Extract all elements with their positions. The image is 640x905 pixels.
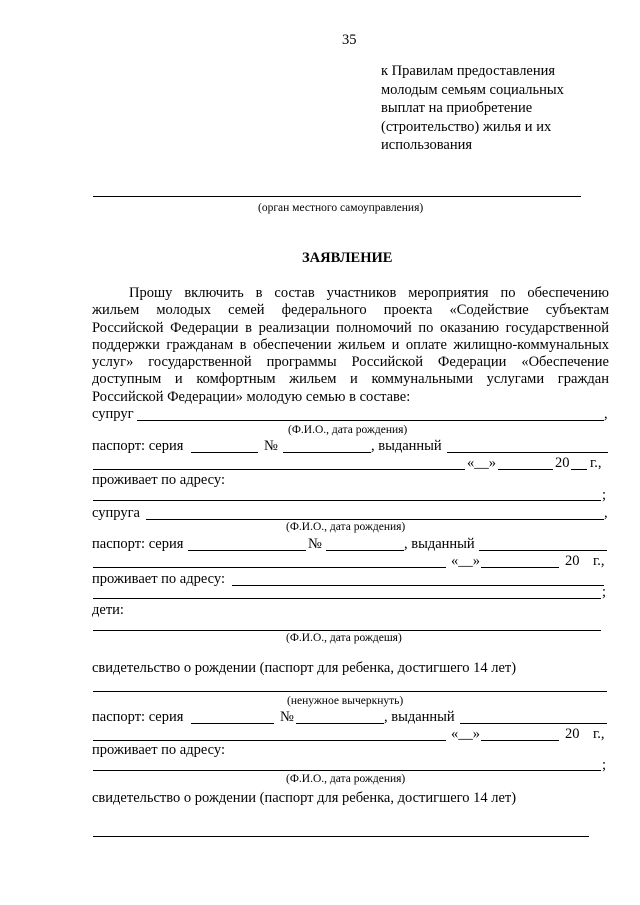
date-month-field[interactable] xyxy=(498,469,553,470)
authority-field[interactable] xyxy=(93,196,581,197)
reference-line: выплат на приобретение xyxy=(381,100,533,116)
issued-by-field[interactable] xyxy=(460,723,607,724)
child-fio-field[interactable] xyxy=(93,630,601,631)
wife-comma: , xyxy=(604,505,608,521)
husband-comma: , xyxy=(604,406,608,422)
issued-by-field[interactable] xyxy=(479,550,607,551)
number-sign: № xyxy=(308,536,322,552)
year-suffix: г., xyxy=(590,455,602,471)
address-label: проживает по адресу: xyxy=(92,571,225,587)
passport-series-field[interactable] xyxy=(191,723,274,724)
passport-series-label: паспорт: серия xyxy=(92,536,184,552)
issued-by-field-2[interactable] xyxy=(93,740,446,741)
children-label: дети: xyxy=(92,602,124,618)
birth-certificate-label: свидетельство о рождении (паспорт для ребенка, достигшего 14 лет) xyxy=(92,790,517,806)
fio-caption: (Ф.И.О., дата рождения) xyxy=(286,773,406,785)
year-suffix: г., xyxy=(593,553,605,569)
address-semicolon: ; xyxy=(602,584,607,600)
passport-series-field[interactable] xyxy=(188,550,306,551)
birth-certificate-field[interactable] xyxy=(93,836,589,837)
address-field[interactable] xyxy=(93,770,601,771)
intro-line: доступным и комфортным жильем и коммунальными услугами граждан xyxy=(92,371,609,388)
issued-by-field-2[interactable] xyxy=(93,567,446,568)
fio-caption: (Ф.И.О., дата рождешя) xyxy=(286,632,402,644)
number-sign: № xyxy=(264,438,278,454)
reference-block xyxy=(381,62,564,155)
wife-label: супруга xyxy=(92,505,140,521)
passport-series-label: паспорт: серия xyxy=(92,438,184,454)
intro-line: поддержки гражданам в обеспечении жильем и оплате жилищно-коммунальных xyxy=(92,336,609,353)
fio-caption: (Ф.И.О., дата рождения) xyxy=(286,521,406,533)
date-year-field[interactable] xyxy=(571,469,587,470)
address-semicolon: ; xyxy=(602,487,607,503)
year-prefix: 20 xyxy=(565,553,580,569)
issued-by-field-2[interactable] xyxy=(93,469,465,470)
intro-line: услуг» государственной программы Российской Федерации «Обеспечение xyxy=(92,354,609,371)
issued-label: , выданный xyxy=(371,438,442,454)
authority-caption: (орган местного самоуправления) xyxy=(258,202,424,214)
page-title: ЗАЯВЛЕНИЕ xyxy=(302,250,393,266)
address-field[interactable] xyxy=(93,500,601,501)
wife-fio-field[interactable] xyxy=(146,519,604,520)
intro-line: Прошу включить в состав участников мероприятия по обеспечению xyxy=(129,285,609,301)
husband-label: супруг xyxy=(92,406,134,422)
date-month-field[interactable] xyxy=(481,740,559,741)
birth-certificate-field[interactable] xyxy=(93,691,607,692)
issued-by-field[interactable] xyxy=(447,452,608,453)
passport-number-field[interactable] xyxy=(283,452,371,453)
date-month-field[interactable] xyxy=(481,567,559,568)
passport-series-label: паспорт: серия xyxy=(92,709,184,725)
passport-number-field[interactable] xyxy=(326,550,404,551)
year-suffix: г., xyxy=(593,726,605,742)
strike-caption: (ненужное вычеркнуть) xyxy=(287,695,404,707)
intro-line: жильем молодых семей федерального проекта «Содействие субъектам xyxy=(92,302,609,319)
address-field[interactable] xyxy=(232,585,604,586)
date-quote[interactable]: «__» xyxy=(467,455,496,471)
reference-line: молодым семьям социальных xyxy=(381,81,564,98)
husband-fio-field[interactable] xyxy=(137,420,604,421)
intro-paragraph xyxy=(92,285,609,406)
address-label: проживает по адресу: xyxy=(92,742,225,758)
issued-label: , выданный xyxy=(384,709,455,725)
passport-number-field[interactable] xyxy=(296,723,384,724)
intro-line: Российской Федерации» молодую семью в составе: xyxy=(92,388,411,405)
fio-caption: (Ф.И.О., дата рождения) xyxy=(288,424,408,436)
address-field-2[interactable] xyxy=(93,598,601,599)
reference-line: использования xyxy=(381,137,473,153)
year-prefix: 20 xyxy=(565,726,580,742)
address-label: проживает по адресу: xyxy=(92,472,225,488)
reference-line: (строительство) жилья и их xyxy=(381,118,552,135)
number-sign: № xyxy=(280,709,294,725)
birth-certificate-label: свидетельство о рождении (паспорт для ребенка, достигшего 14 лет) xyxy=(92,660,517,676)
issued-label: , выданный xyxy=(404,536,475,552)
date-quote[interactable]: «__» xyxy=(451,726,480,742)
passport-series-field[interactable] xyxy=(191,452,258,453)
year-prefix: 20 xyxy=(555,455,570,471)
reference-line: к Правилам предоставления xyxy=(381,63,556,79)
intro-line: Российской Федерации в реализации полномочий по оказанию государственной xyxy=(92,319,609,336)
date-quote[interactable]: «__» xyxy=(451,553,480,569)
page-number: 35 xyxy=(342,32,357,48)
address-semicolon: ; xyxy=(602,757,607,773)
